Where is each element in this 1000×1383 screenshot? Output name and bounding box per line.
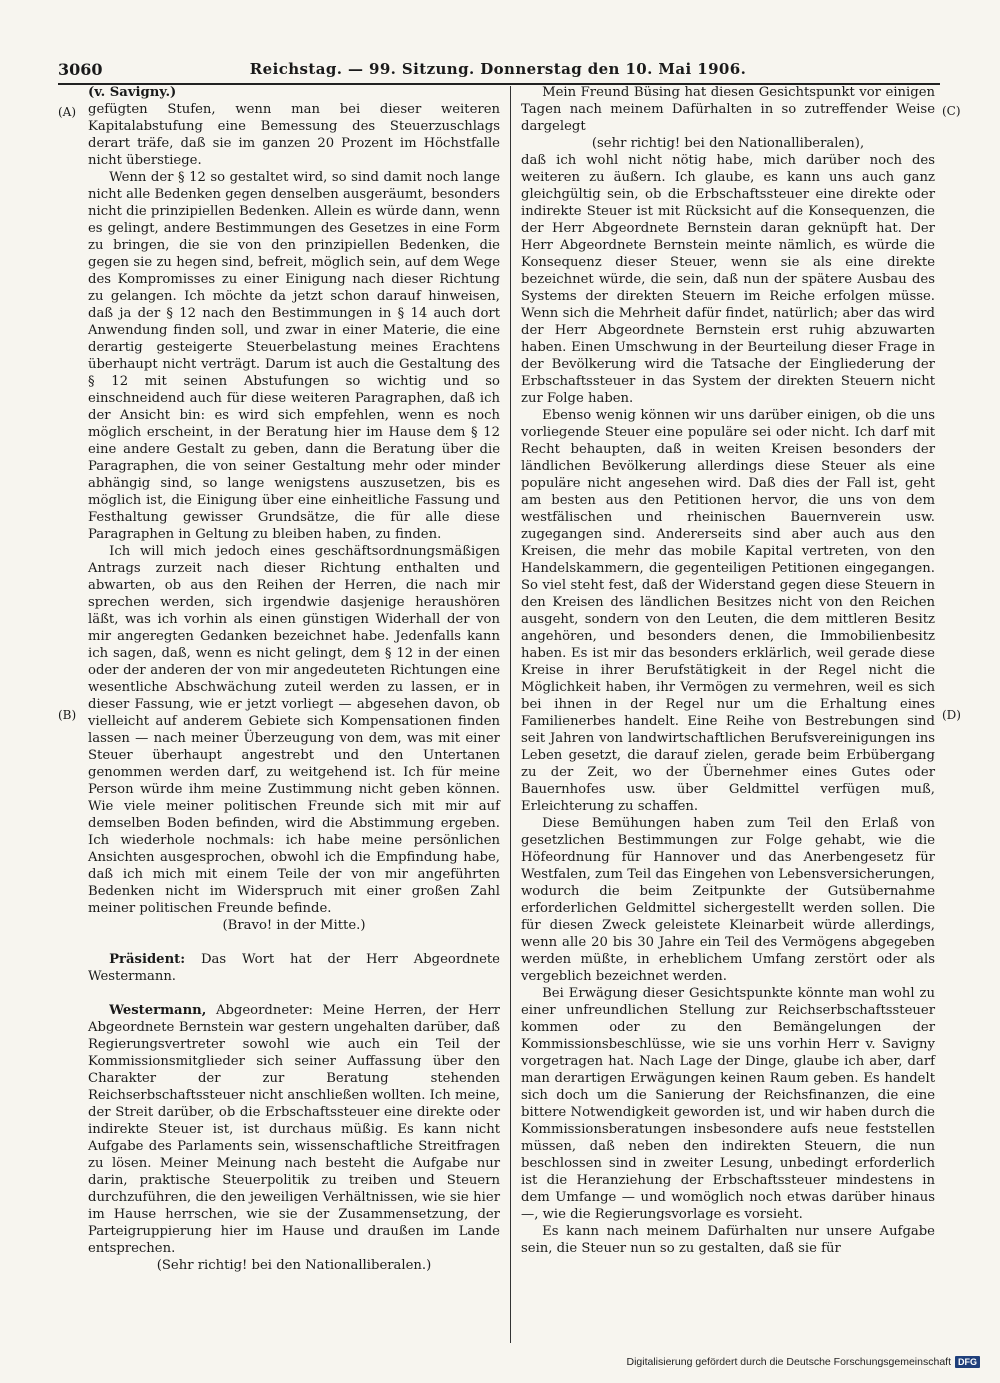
running-title: Reichstag. — 99. Sitzung. Donnerstag den 10. Mai 1906. (249, 60, 747, 78)
interjection: (sehr richtig! bei den Nationalliberalen), (591, 136, 865, 151)
paragraph: daß ich wohl nicht nötig habe, mich darüber noch des weiteren zu äußern. Ich glaube, es kann uns auch ganz gleichgültig sein, ob die Erbschaftssteuer eine direkte oder indirekte Steuer ist mit Rücksicht auf die Konsequenzen, die der Herr Abgeordnete Bernstein daran geknüpft hat. Der Herr Abgeordnete Bernstein meinte nämlich, es würde die Konsequenz dieser Steuer, wenn sie als eine direkte bezeichnet würde, die sein, daß nun der spätere Ausbau des Systems der direkten Steuern im Reiche erfolgen müsse. Wenn sich die Mehrheit dafür findet, natürlich; aber das wird der Herr Abgeordnete Bernstein erst ruhig abzuwarten haben. Einen Umschwung in der Beurteilung dieser Frage in der Bevölkerung wird die Tatsache der Eingliederung der Erbschaftssteuer in das System der direkten Steuern nicht zur Folge haben. (521, 153, 935, 406)
margin-marker-a: (A) (58, 105, 77, 119)
margin-marker-c: (C) (942, 104, 961, 118)
speech-text: Abgeordneter: Meine Herren, der Herr Abgeordnete Bernstein war gestern ungehalten darüber, daß Regierungsvertreter sowohl wie auch ein Teil der Kommissionsmitglieder sich seiner Auffassung über den Charakter der zur Beratung stehenden Reichserbschaftssteuer nicht anschließen wollten. Ich meine, der Streit darüber, ob die Erbschaftssteuer eine direkte oder indirekte Steuer ist, ist durchaus müßig. Es kann nicht Aufgabe des Parlaments sein, wissenschaftliche Streitfragen zu lösen. Meiner Meinung nach besteht die Aufgabe nur darin, praktische Steuerpolitik zu treiben und Steuern durchzuführen, die den jeweiligen Verhältnissen, wie sie hier im Hause herrschen, wie sie der Zusammensetzung, der Parteigruppierung hier im Hause und draußen im Lande entsprechen. (88, 1003, 500, 1256)
margin-marker-d: (D) (942, 708, 961, 722)
page-header (58, 60, 938, 84)
speaker-label: Westermann, (109, 1003, 207, 1018)
spacer (88, 934, 500, 951)
right-column (521, 84, 935, 1257)
page-number: 3060 (58, 60, 103, 79)
paragraph: Ich will mich jedoch eines geschäftsordnungsmäßigen Antrags zurzeit nach dieser Richtung enthalten und abwarten, ob aus den Reihen der Herren, die nach mir sprechen werden, sich irgendwie dasjenige heraushören läßt, was ich vorhin als einen günstigen Widerhall der von mir angeregten Gedanken bezeichnet habe. Jedenfalls kann ich sagen, daß, wenn es nicht gelingt, dem § 12 in der einen oder der anderen der von mir angedeuteten Richtungen eine wesentliche Abschwächung zuteil werden zu lassen, er in dieser Fassung, wie er jetzt vorliegt — abgesehen davon, ob vielleicht auf anderem Gebiete sich Kompensationen finden lassen — nach meiner Überzeugung von dem, was mit einer Steuer überhaupt angestrebt und den Untertanen genommen werden darf, zu weitgehend ist. Ich für meine Person würde ihm meine Zustimmung nicht geben können. Wie viele meiner politischen Freunde sich mit mir auf demselben Boden befinden, wird die Abstimmung ergeben. Ich wiederhole nochmals: ich habe meine persönlichen Ansichten ausgesprochen, obwohl ich die Empfindung habe, daß ich mich mit einem Teile der von mir angeführten Bedenken nicht im Widerspruch mit einer großen Zahl meiner politischen Freunde befinde. (88, 544, 500, 916)
paragraph: gefügten Stufen, wenn man bei dieser weiteren Kapitalabstufung eine Bemessung des Steuerzuschlags derart träfe, daß sie im ganzen 20 Prozent im Höchstfalle nicht überstiege. (88, 102, 500, 168)
paragraph: Mein Freund Büsing hat diesen Gesichtspunkt vor einigen Tagen nach meinem Dafürhalten in so zutreffender Weise dargelegt (521, 85, 935, 134)
dfg-logo: DFG (955, 1356, 980, 1368)
speaker-label: Präsident: (109, 952, 186, 967)
footer-credit (585, 1351, 980, 1373)
column-divider (510, 86, 511, 1343)
paragraph: Ebenso wenig können wir uns darüber einigen, ob die uns vorliegende Steuer eine populäre sei oder nicht. Ich darf mit Recht behaupten, daß in weiten Kreisen besonders der ländlichen Bevölkerung allerdings diese Steuer als eine populäre nicht angesehen wird. Daß dies der Fall ist, geht am besten aus den Petitionen hervor, die uns von dem westfälischen und rheinischen Bauernverein usw. zugegangen sind. Andererseits sind aber auch aus den Kreisen, die mehr das mobile Kapital vertreten, von den Handelskammern, die gegenteiligen Petitionen eingegangen. So viel steht fest, daß der Widerstand gegen diese Steuern in den Kreisen des ländlichen Besitzes nicht von den Reichen ausgeht, sondern von den Leuten, die dem mittleren Besitz angehören, und besonders denen, die Immobilienbesitz haben. Es ist mir das besonders erklärlich, weil gerade diese Kreise in ihrer Berufstätigkeit in der Regel nicht die Möglichkeit haben, ihr Vermögen zu vermehren, weil es sich bei ihnen in der Regel nur um die Erhaltung eines Familienerbes handelt. Eine Reihe von Bestrebungen sind seit Jahren von landwirtschaftlichen Berufsvereinigungen ins Leben gesetzt, die darauf zielen, gerade beim Erbübergang zu der Zeit, wo der Übernehmer eines Gutes oder Bauernhofes usw. über Geldmittel verfügen muß, Erleichterung zu schaffen. (521, 408, 935, 814)
left-column (88, 84, 500, 1274)
interjection: (Sehr richtig! bei den Nationalliberalen.) (156, 1258, 432, 1273)
spacer (88, 985, 500, 1002)
president-statement (88, 951, 500, 985)
statement-text: Das Wort hat der Herr Abgeordnete Westermann. (88, 952, 500, 984)
paragraph: Diese Bemühungen haben zum Teil den Erlaß von gesetzlichen Bestimmungen zur Folge gehabt, wie die Höfeordnung für Hannover und das Anerbengesetz für Westfalen, zum Teil das Eingehen von Lebensversicherungen, wodurch die beim Zeitpunkte der Gutsübernahme erforderlichen Geldmittel sichergestellt werden sollen. Die für diesen Zweck geleistete Kleinarbeit würde allerdings, wenn alle 20 bis 30 Jahre ein Teil des Vermögens abgegeben werden müßte, in erheblichem Umfang zerstört oder als vergeblich bezeichnet werden. (521, 816, 935, 984)
paragraph: Bei Erwägung dieser Gesichtspunkte könnte man wohl zu einer unfreundlichen Stellung zur Reichserbschaftssteuer kommen oder zu den Bemängelungen der Kommissionsbeschlüsse, wie sie uns vorhin Herr v. Savigny vorgetragen hat. Nach Lage der Dinge, glaube ich aber, darf man derartigen Erwägungen keinen Raum geben. Es handelt sich doch um die Sanierung der Reichsfinanzen, die eine bittere Notwendigkeit geworden ist, und wir haben durch die Kommissionsberatungen insbesondere aufs neue feststellen müssen, daß neben den indirekten Steuern, die nun beschlossen sind in zweiter Lesung, unbedingt erforderlich ist die Heranziehung der Erbschaftssteuer mindestens in dem Umfange — und womöglich noch etwas darüber hinaus —, wie die Regierungsvorlage es vorsieht. (521, 986, 935, 1222)
paragraph: Es kann nach meinem Dafürhalten nur unsere Aufgabe sein, die Steuer nun so zu gestalten, daß sie für (521, 1224, 935, 1256)
speaker-tag: (v. Savigny.) (88, 85, 177, 100)
paragraph: Wenn der § 12 so gestaltet wird, so sind damit noch lange nicht alle Bedenken gegen denselben ausgeräumt, besonders nicht die prinzipiellen Bedenken. Allein es würde dann, wenn es gelingt, andere Bestimmungen des Gesetzes in eine Form zu bringen, die sie von den prinzipiellen Bedenken, die gegen sie zu hegen sind, befreit, möglich sein, auf dem Wege des Kompromisses zu einer Einigung nach dieser Richtung zu gelangen. Ich möchte da jetzt schon darauf hinweisen, daß ja der § 12 nach den Bestimmungen in § 14 auch dort Anwendung finden soll, und zwar in einer Materie, die eine derartig gesteigerte Steuerbelastung meines Erachtens überhaupt nicht verträgt. Darum ist auch die Gestaltung des § 12 mit seinen Abstufungen so wichtig und so einschneidend auch für diese weiteren Paragraphen, daß ich der Ansicht bin: es wird sich empfehlen, wenn es noch möglich erscheint, in der Beratung hier im Hause dem § 12 eine andere Gestalt zu geben, dann die Beratung über die Paragraphen, die von seiner Gestaltung mehr oder minder abhängig sind, so lange wenigstens auszusetzen, bis es möglich ist, die Einigung über eine einheitliche Fassung und Festhaltung gewisser Grundsätze, die für alle diese Paragraphen in Geltung zu bleiben haben, zu finden. (88, 170, 500, 542)
margin-marker-b: (B) (58, 708, 77, 722)
interjection: (Bravo! in der Mitte.) (222, 918, 366, 933)
credit-text: Digitalisierung gefördert durch die Deutsche Forschungsgemeinschaft (626, 1356, 951, 1368)
westermann-speech (88, 1002, 500, 1257)
